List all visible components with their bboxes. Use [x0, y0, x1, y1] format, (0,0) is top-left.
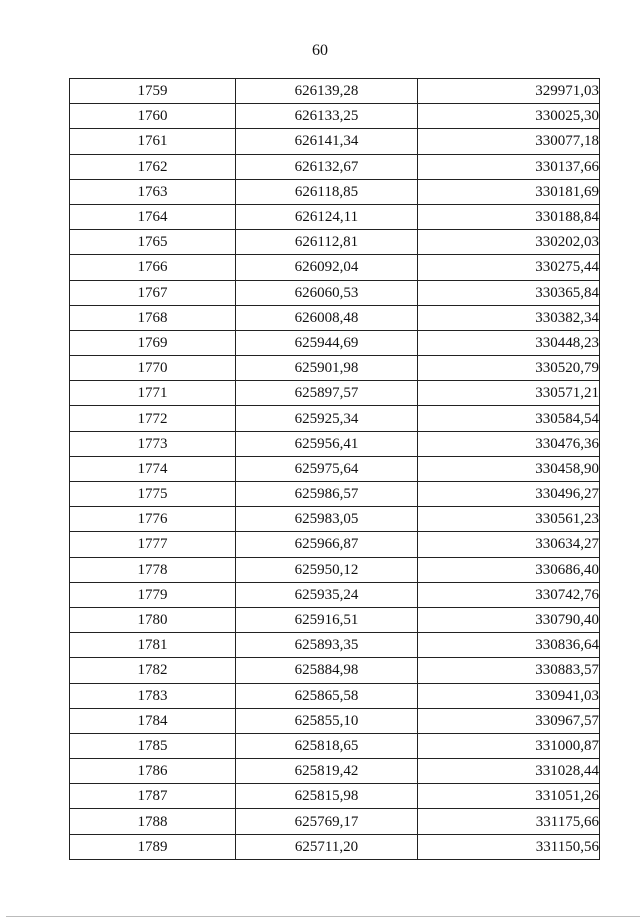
point-number-cell: 1785: [70, 733, 236, 758]
table-row: [70, 582, 600, 607]
x-coordinate-cell: 625818,65: [236, 733, 418, 758]
y-coordinate-cell: 330275,44: [418, 255, 600, 280]
point-number-cell: 1786: [70, 759, 236, 784]
page-bottom-edge: [6, 916, 640, 917]
point-number-cell: 1772: [70, 406, 236, 431]
x-coordinate-cell: 626141,34: [236, 129, 418, 154]
point-number-cell: 1764: [70, 204, 236, 229]
point-number-cell: 1774: [70, 456, 236, 481]
table-row: [70, 381, 600, 406]
page-number: 60: [312, 42, 328, 59]
point-number-cell: 1787: [70, 784, 236, 809]
x-coordinate-cell: 625916,51: [236, 607, 418, 632]
point-number-cell: 1760: [70, 104, 236, 129]
point-number-cell: 1765: [70, 230, 236, 255]
y-coordinate-cell: 330496,27: [418, 482, 600, 507]
y-coordinate-cell: 331150,56: [418, 834, 600, 859]
table-row: [70, 204, 600, 229]
y-coordinate-cell: 331175,66: [418, 809, 600, 834]
coordinates-table-body: [70, 79, 600, 860]
x-coordinate-cell: 626060,53: [236, 280, 418, 305]
point-number-cell: 1766: [70, 255, 236, 280]
table-row: [70, 330, 600, 355]
y-coordinate-cell: 330571,21: [418, 381, 600, 406]
table-row: [70, 633, 600, 658]
x-coordinate-cell: 625893,35: [236, 633, 418, 658]
point-number-cell: 1768: [70, 305, 236, 330]
y-coordinate-cell: 330686,40: [418, 557, 600, 582]
point-number-cell: 1767: [70, 280, 236, 305]
table-row: [70, 154, 600, 179]
y-coordinate-cell: 330561,23: [418, 507, 600, 532]
y-coordinate-cell: 330790,40: [418, 607, 600, 632]
y-coordinate-cell: 331000,87: [418, 733, 600, 758]
table-row: [70, 482, 600, 507]
y-coordinate-cell: 330836,64: [418, 633, 600, 658]
y-coordinate-cell: 330967,57: [418, 708, 600, 733]
point-number-cell: 1788: [70, 809, 236, 834]
y-coordinate-cell: 330137,66: [418, 154, 600, 179]
y-coordinate-cell: 330077,18: [418, 129, 600, 154]
point-number-cell: 1778: [70, 557, 236, 582]
x-coordinate-cell: 625711,20: [236, 834, 418, 859]
x-coordinate-cell: 625815,98: [236, 784, 418, 809]
table-row: [70, 356, 600, 381]
point-number-cell: 1776: [70, 507, 236, 532]
y-coordinate-cell: 330941,03: [418, 683, 600, 708]
point-number-cell: 1775: [70, 482, 236, 507]
y-coordinate-cell: 330476,36: [418, 431, 600, 456]
x-coordinate-cell: 626139,28: [236, 79, 418, 104]
x-coordinate-cell: 625897,57: [236, 381, 418, 406]
point-number-cell: 1773: [70, 431, 236, 456]
table-row: [70, 708, 600, 733]
table-row: [70, 406, 600, 431]
y-coordinate-cell: 330634,27: [418, 532, 600, 557]
y-coordinate-cell: 330382,34: [418, 305, 600, 330]
y-coordinate-cell: 330025,30: [418, 104, 600, 129]
point-number-cell: 1779: [70, 582, 236, 607]
y-coordinate-cell: 330458,90: [418, 456, 600, 481]
x-coordinate-cell: 625966,87: [236, 532, 418, 557]
x-coordinate-cell: 626092,04: [236, 255, 418, 280]
table-row: [70, 733, 600, 758]
table-row: [70, 759, 600, 784]
table-row: [70, 79, 600, 104]
point-number-cell: 1762: [70, 154, 236, 179]
x-coordinate-cell: 626133,25: [236, 104, 418, 129]
x-coordinate-cell: 625855,10: [236, 708, 418, 733]
table-row: [70, 255, 600, 280]
y-coordinate-cell: 330188,84: [418, 204, 600, 229]
x-coordinate-cell: 625956,41: [236, 431, 418, 456]
x-coordinate-cell: 626008,48: [236, 305, 418, 330]
point-number-cell: 1781: [70, 633, 236, 658]
point-number-cell: 1771: [70, 381, 236, 406]
x-coordinate-cell: 625983,05: [236, 507, 418, 532]
y-coordinate-cell: 330883,57: [418, 658, 600, 683]
x-coordinate-cell: 626124,11: [236, 204, 418, 229]
x-coordinate-cell: 625944,69: [236, 330, 418, 355]
point-number-cell: 1769: [70, 330, 236, 355]
table-row: [70, 607, 600, 632]
y-coordinate-cell: 330181,69: [418, 179, 600, 204]
y-coordinate-cell: 330584,54: [418, 406, 600, 431]
y-coordinate-cell: 330520,79: [418, 356, 600, 381]
y-coordinate-cell: 329971,03: [418, 79, 600, 104]
point-number-cell: 1759: [70, 79, 236, 104]
point-number-cell: 1780: [70, 607, 236, 632]
y-coordinate-cell: 330202,03: [418, 230, 600, 255]
x-coordinate-cell: 625950,12: [236, 557, 418, 582]
table-row: [70, 179, 600, 204]
x-coordinate-cell: 625865,58: [236, 683, 418, 708]
table-row: [70, 456, 600, 481]
x-coordinate-cell: 625975,64: [236, 456, 418, 481]
x-coordinate-cell: 625901,98: [236, 356, 418, 381]
y-coordinate-cell: 330742,76: [418, 582, 600, 607]
table-row: [70, 834, 600, 859]
point-number-cell: 1777: [70, 532, 236, 557]
point-number-cell: 1770: [70, 356, 236, 381]
point-number-cell: 1789: [70, 834, 236, 859]
table-row: [70, 557, 600, 582]
x-coordinate-cell: 625819,42: [236, 759, 418, 784]
y-coordinate-cell: 330448,23: [418, 330, 600, 355]
y-coordinate-cell: 331051,26: [418, 784, 600, 809]
point-number-cell: 1783: [70, 683, 236, 708]
point-number-cell: 1784: [70, 708, 236, 733]
table-row: [70, 431, 600, 456]
coordinates-table: [69, 78, 600, 860]
y-coordinate-cell: 330365,84: [418, 280, 600, 305]
x-coordinate-cell: 625925,34: [236, 406, 418, 431]
x-coordinate-cell: 626132,67: [236, 154, 418, 179]
y-coordinate-cell: 331028,44: [418, 759, 600, 784]
point-number-cell: 1761: [70, 129, 236, 154]
point-number-cell: 1763: [70, 179, 236, 204]
table-row: [70, 507, 600, 532]
table-row: [70, 305, 600, 330]
x-coordinate-cell: 625769,17: [236, 809, 418, 834]
x-coordinate-cell: 625935,24: [236, 582, 418, 607]
table-row: [70, 658, 600, 683]
x-coordinate-cell: 625986,57: [236, 482, 418, 507]
table-row: [70, 784, 600, 809]
x-coordinate-cell: 626118,85: [236, 179, 418, 204]
point-number-cell: 1782: [70, 658, 236, 683]
table-row: [70, 532, 600, 557]
table-row: [70, 809, 600, 834]
x-coordinate-cell: 625884,98: [236, 658, 418, 683]
table-row: [70, 280, 600, 305]
table-row: [70, 230, 600, 255]
x-coordinate-cell: 626112,81: [236, 230, 418, 255]
table-row: [70, 683, 600, 708]
table-row: [70, 104, 600, 129]
table-row: [70, 129, 600, 154]
